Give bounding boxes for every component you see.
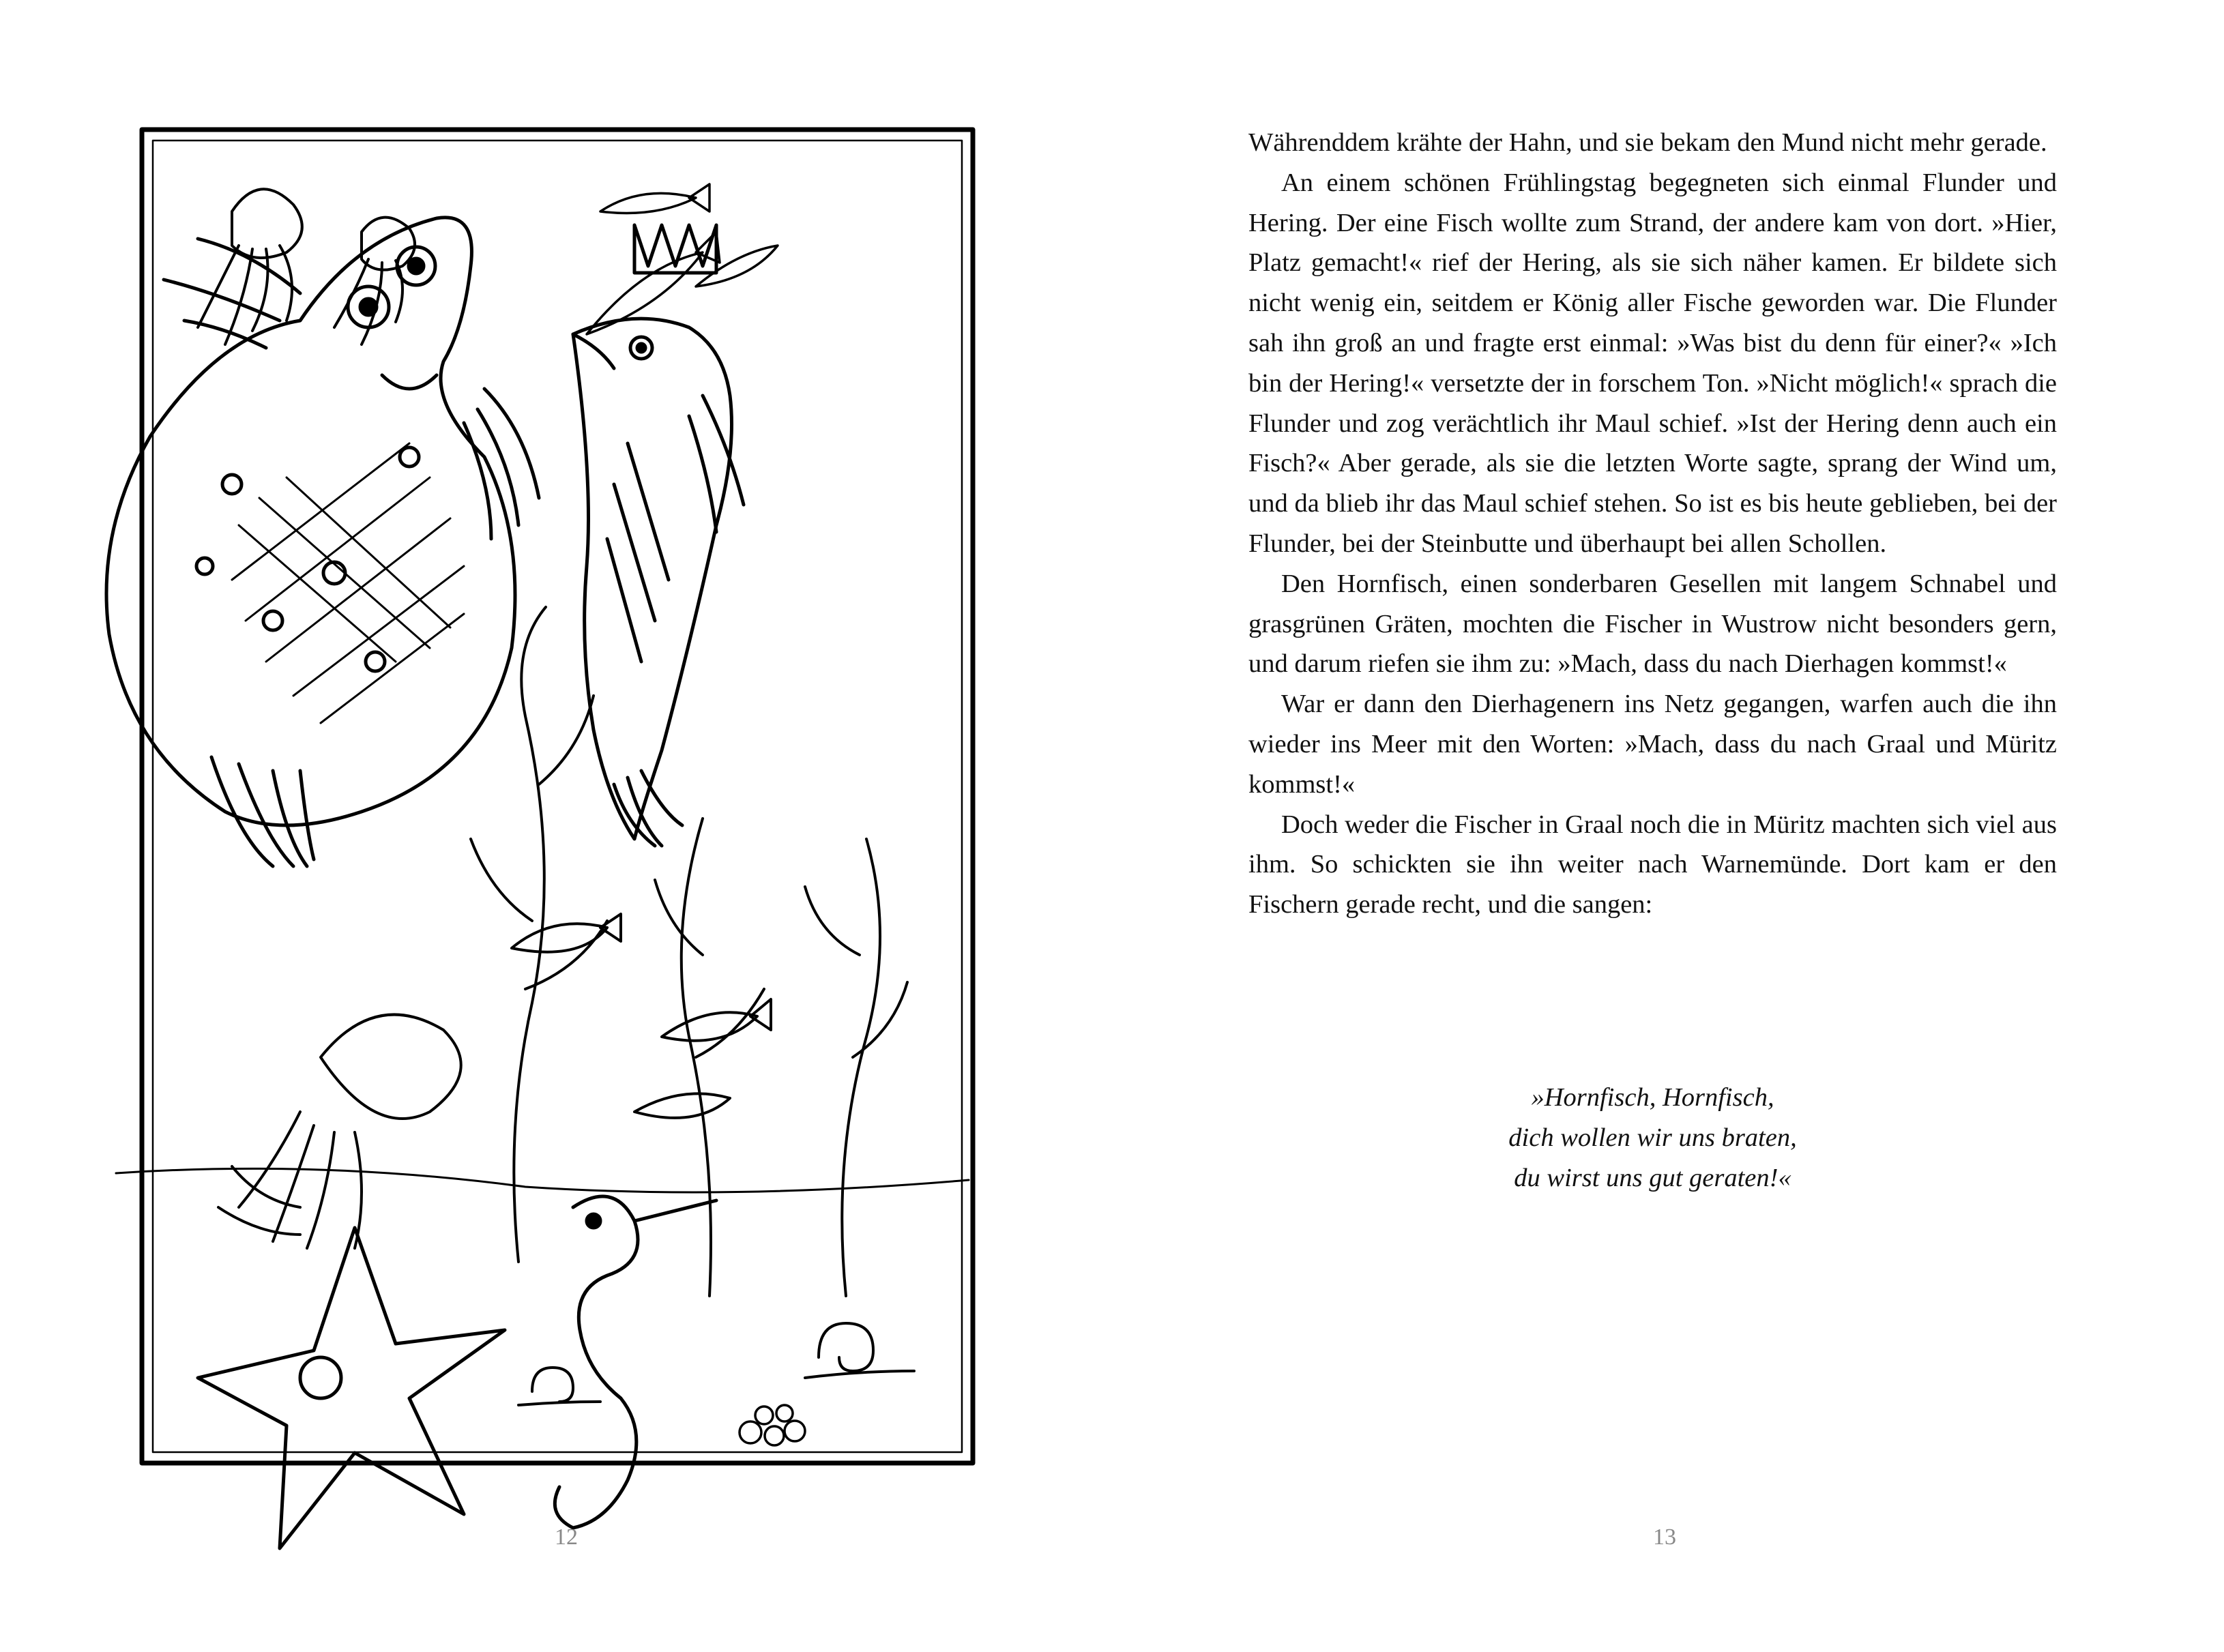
starfish-icon bbox=[198, 1228, 505, 1548]
poem-line: »Hornfisch, Hornfisch, bbox=[1531, 1083, 1774, 1112]
story-text bbox=[1248, 123, 2057, 925]
paragraph: War er dann den Dierhagenern ins Netz gegangen, warfen auch die ihn wieder ins Meer mit den Worten: »Mach, dass du nach Graal und Müritz kommst!« bbox=[1248, 690, 2057, 799]
flounder-icon bbox=[106, 218, 539, 866]
paragraph: Währenddem krähte der Hahn, und sie bekam den Mund nicht mehr gerade. bbox=[1248, 128, 2047, 157]
poem-line: dich wollen wir uns braten, bbox=[1508, 1123, 1797, 1152]
right-page bbox=[1112, 0, 2224, 1652]
small-fish-icon bbox=[512, 914, 771, 1118]
fish-school-icon bbox=[587, 184, 778, 334]
paragraph: Doch weder die Fischer in Graal noch die in Müritz machten sich viel aus ihm. So schickten sie ihn weiter nach Warnemünde. Dort kam er den Fischern gerade recht, und die sangen: bbox=[1248, 810, 2057, 919]
poem-line: du wirst uns gut geraten!« bbox=[1514, 1163, 1791, 1192]
herring-king-icon bbox=[573, 225, 744, 846]
paragraph: An einem schönen Frühlingstag begegneten sich einmal Flunder und Hering. Der eine Fisch wollte zum Strand, der andere kam von dort. »Hier, Platz gemacht!« rief der Hering, als sie sich näher kamen. Er bildete sich nicht wenig ein, seitdem er König aller Fische geworden war. Die Flunder sah ihn groß an und fragte erst einmal: »Was bist du denn für einer?« »Ich bin der Hering!« versetzte der in forschem Ton. »Nicht möglich!« sprach die Flunder und zog verächtlich ihr Maul schief. »Ist der Hering denn auch ein Fisch?« Aber gerade, als sie die letzten Worte sagte, sprang der Wind um, und da blieb ihr das Maul schief stehen. So ist es bis heute geblieben, bei der Flunder, bei der Steinbutte und überhaupt bei allen Schollen. bbox=[1248, 168, 2057, 558]
pebbles-icon bbox=[740, 1405, 805, 1445]
poem-verse bbox=[1248, 1078, 2057, 1198]
page-number-left: 12 bbox=[555, 1524, 578, 1550]
snail-icon bbox=[518, 1323, 914, 1405]
sea-creatures-illustration bbox=[96, 102, 1010, 1562]
page-number-right: 13 bbox=[1653, 1524, 1676, 1550]
large-jellyfish-icon bbox=[218, 1015, 461, 1249]
seahorse-icon bbox=[555, 1196, 716, 1528]
paragraph: Den Hornfisch, einen sonderbaren Gesellen mit langem Schnabel und grasgrünen Gräten, mochten die Fischer in Wustrow nicht besonders gern, und darum riefen sie ihm zu: »Mach, dass du nach Dierhagen kommst!« bbox=[1248, 569, 2057, 679]
